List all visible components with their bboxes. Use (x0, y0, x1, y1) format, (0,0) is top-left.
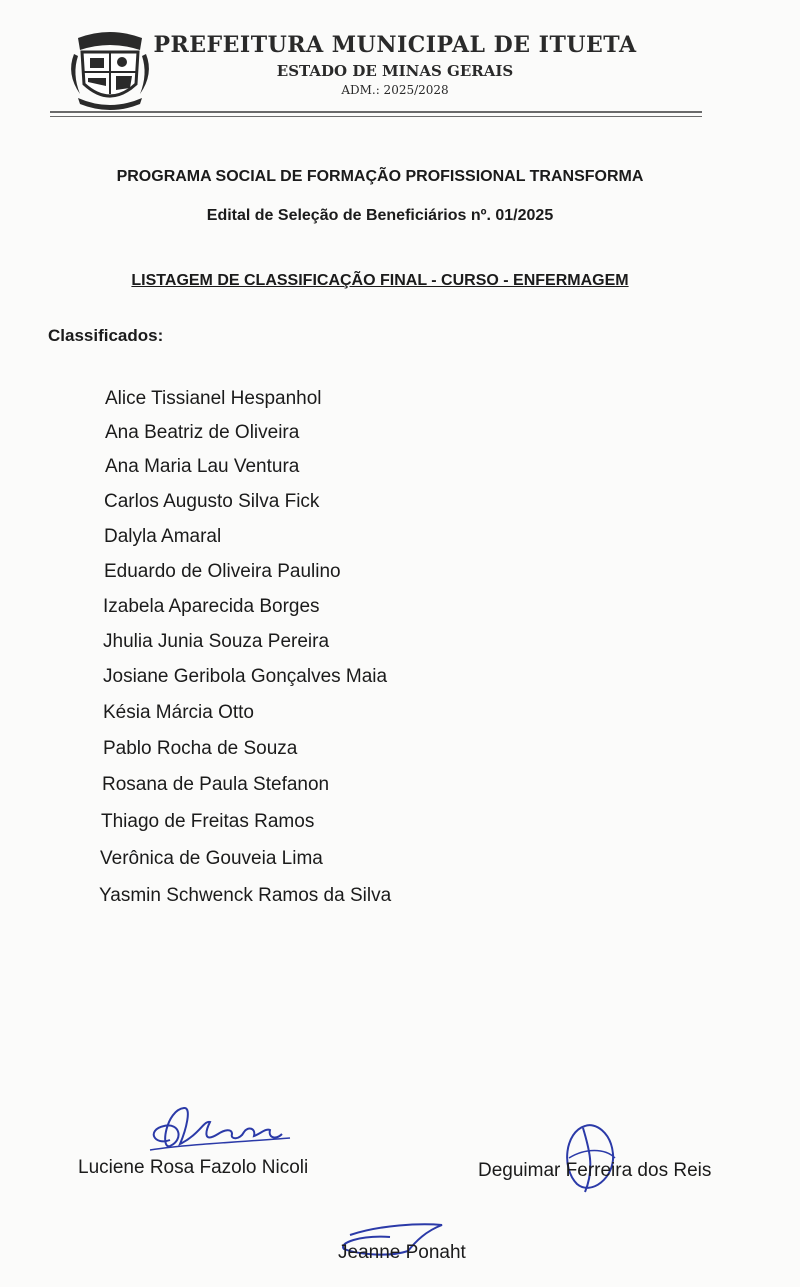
list-item: Rosana de Paula Stefanon (102, 774, 330, 795)
list-item: Dalyla Amaral (104, 526, 222, 547)
administration-period: ADM.: 2025/2028 (341, 83, 449, 97)
list-item: Josiane Geribola Gonçalves Maia (103, 666, 388, 687)
list-item: Eduardo de Oliveira Paulino (104, 561, 341, 582)
listing-title: LISTAGEM DE CLASSIFICAÇÃO FINAL - CURSO - ENFERMAGEM (131, 272, 629, 289)
list-item: Késia Márcia Otto (103, 702, 254, 723)
signatory-name: Luciene Rosa Fazolo Nicoli (78, 1157, 309, 1178)
municipality-title: PREFEITURA MUNICIPAL DE ITUETA (153, 32, 637, 58)
list-item: Pablo Rocha de Souza (103, 738, 298, 759)
list-item: Carlos Augusto Silva Fick (104, 491, 320, 512)
list-item: Verônica de Gouveia Lima (100, 848, 323, 869)
list-item: Ana Maria Lau Ventura (105, 456, 300, 477)
list-item: Thiago de Freitas Ramos (101, 811, 315, 832)
signatory-name: Deguimar Ferreira dos Reis (478, 1160, 712, 1181)
signature-deguimar (555, 1118, 625, 1198)
program-title: PROGRAMA SOCIAL DE FORMAÇÃO PROFISSIONAL TRANSFORMA (116, 168, 644, 185)
list-item: Ana Beatriz de Oliveira (105, 422, 300, 443)
signatory-name: Jeanne Ponaht (338, 1242, 466, 1263)
signature-luciene (140, 1100, 300, 1160)
classified-heading: Classificados: (48, 326, 164, 345)
header-divider (50, 111, 702, 113)
list-item: Izabela Aparecida Borges (103, 596, 320, 617)
header-divider-thin (50, 116, 702, 117)
list-item: Alice Tissianel Hespanhol (105, 388, 322, 409)
state-name: ESTADO DE MINAS GERAIS (276, 62, 514, 80)
list-item: Jhulia Junia Souza Pereira (103, 631, 330, 652)
letterhead (0, 0, 800, 130)
list-item: Yasmin Schwenck Ramos da Silva (99, 885, 392, 906)
edital-title: Edital de Seleção de Beneficiários nº. 01/2025 (206, 207, 554, 224)
